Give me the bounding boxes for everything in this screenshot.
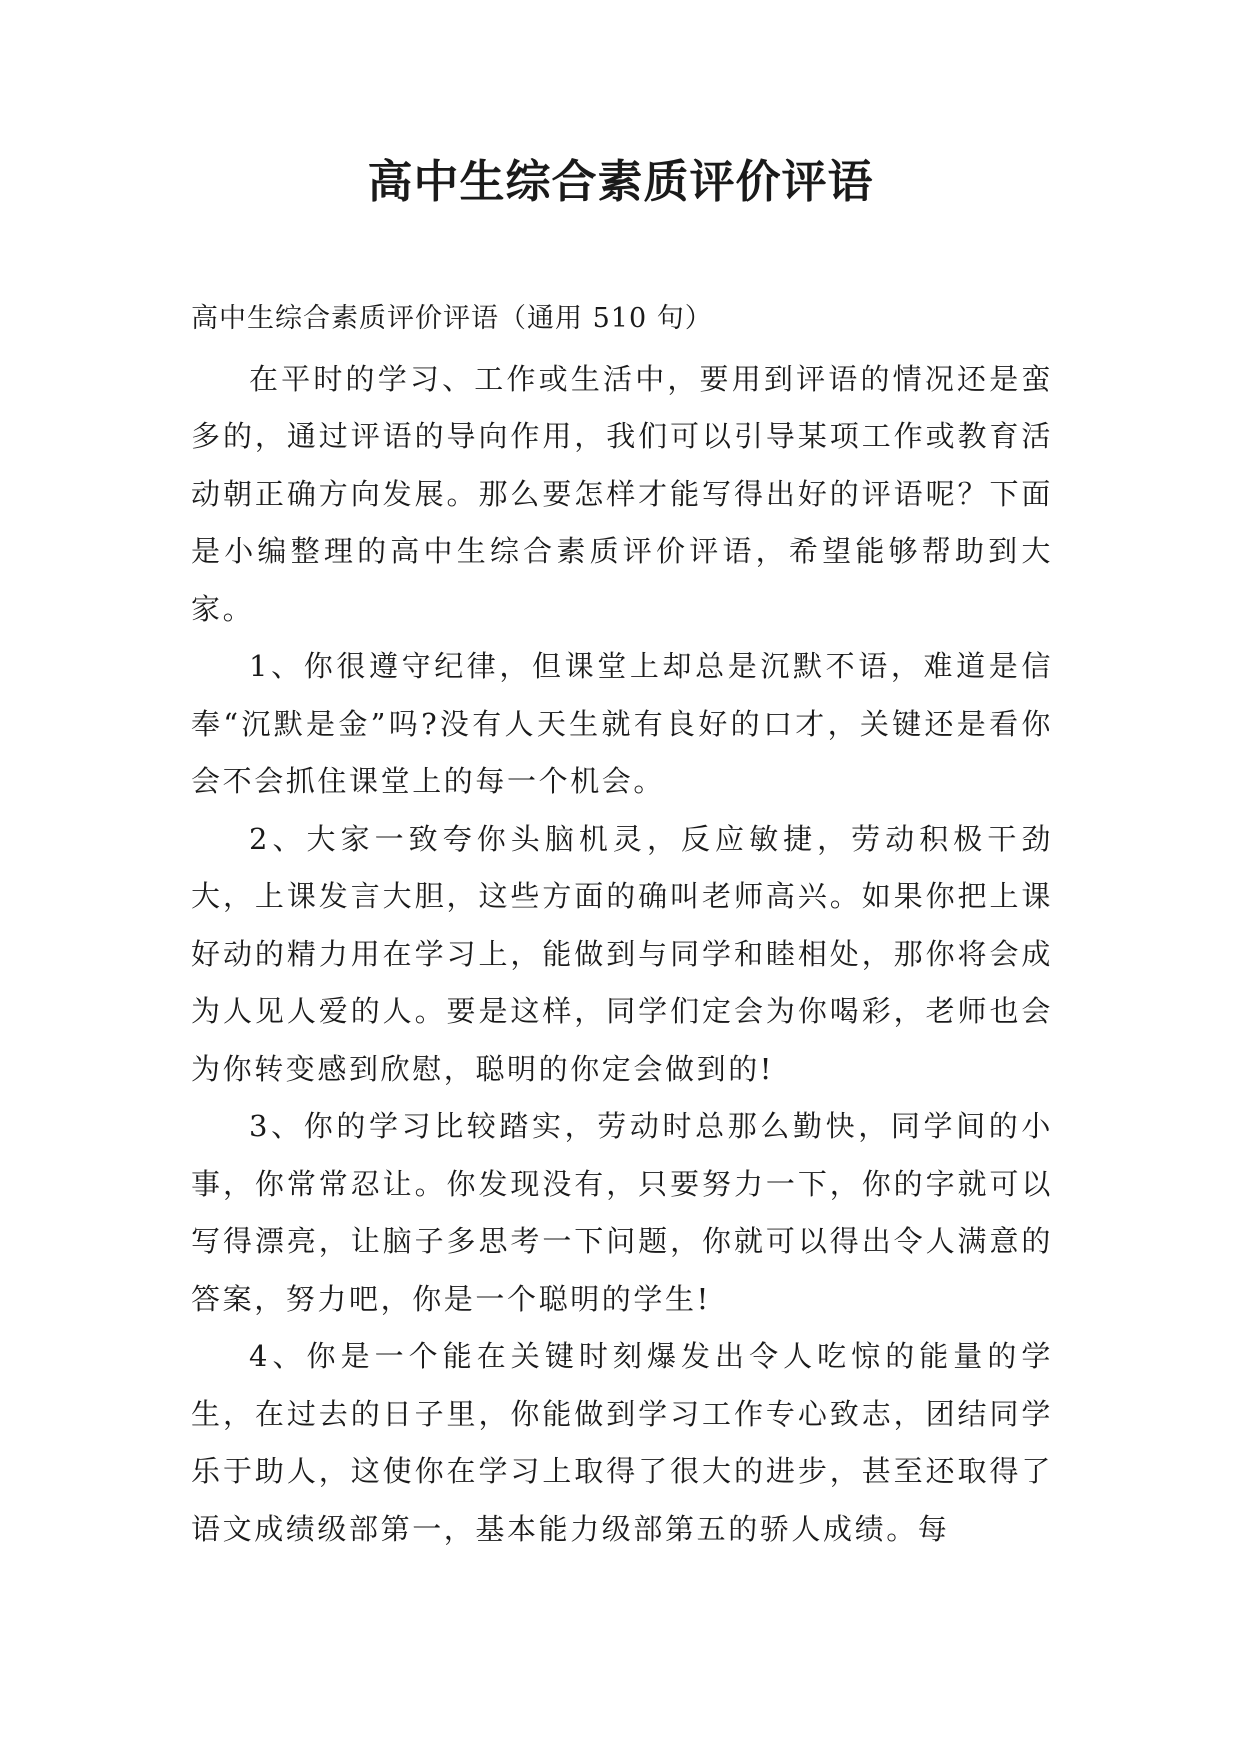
comment-paragraph-3: 3、你的学习比较踏实，劳动时总那么勤快，同学间的小事，你常常忍让。你发现没有，只要努力一下，你的字就可以写得漂亮，让脑子多思考一下问题，你就可以得出令人满意的答案，努力吧，你是一个聪明的学生! [191, 1109, 1053, 1316]
comment-paragraph-1: 1、你很遵守纪律，但课堂上却总是沉默不语，难道是信奉“沉默是金”吗?没有人天生就有良好的口才，关键还是看你会不会抓住课堂上的每一个机会。 [191, 649, 1053, 798]
comment-paragraph-4: 4、你是一个能在关键时刻爆发出令人吃惊的能量的学生，在过去的日子里，你能做到学习工作专心致志，团结同学乐于助人，这使你在学习上取得了很大的进步，甚至还取得了语文成绩级部第一，基本能力级部第五的骄人成绩。每 [191, 1339, 1053, 1546]
document-subtitle: 高中生综合素质评价评语（通用 510 句） [191, 303, 713, 334]
intro-paragraph: 在平时的学习、工作或生活中，要用到评语的情况还是蛮多的，通过评语的导向作用，我们可以引导某项工作或教育活动朝正确方向发展。那么要怎样才能写得出好的评语呢？下面是小编整理的高中生综合素质评价评语，希望能够帮助到大家。 [191, 361, 1053, 626]
comment-paragraph-2: 2、大家一致夸你头脑机灵，反应敏捷，劳动积极干劲大，上课发言大胆，这些方面的确叫老师高兴。如果你把上课好动的精力用在学习上，能做到与同学和睦相处，那你将会成为人见人爱的人。要是这样，同学们定会为你喝彩，老师也会为你转变感到欣慰，聪明的你定会做到的! [191, 821, 1053, 1086]
document-body [191, 290, 1053, 1558]
document-title: 高中生综合素质评价评语 [367, 155, 874, 208]
